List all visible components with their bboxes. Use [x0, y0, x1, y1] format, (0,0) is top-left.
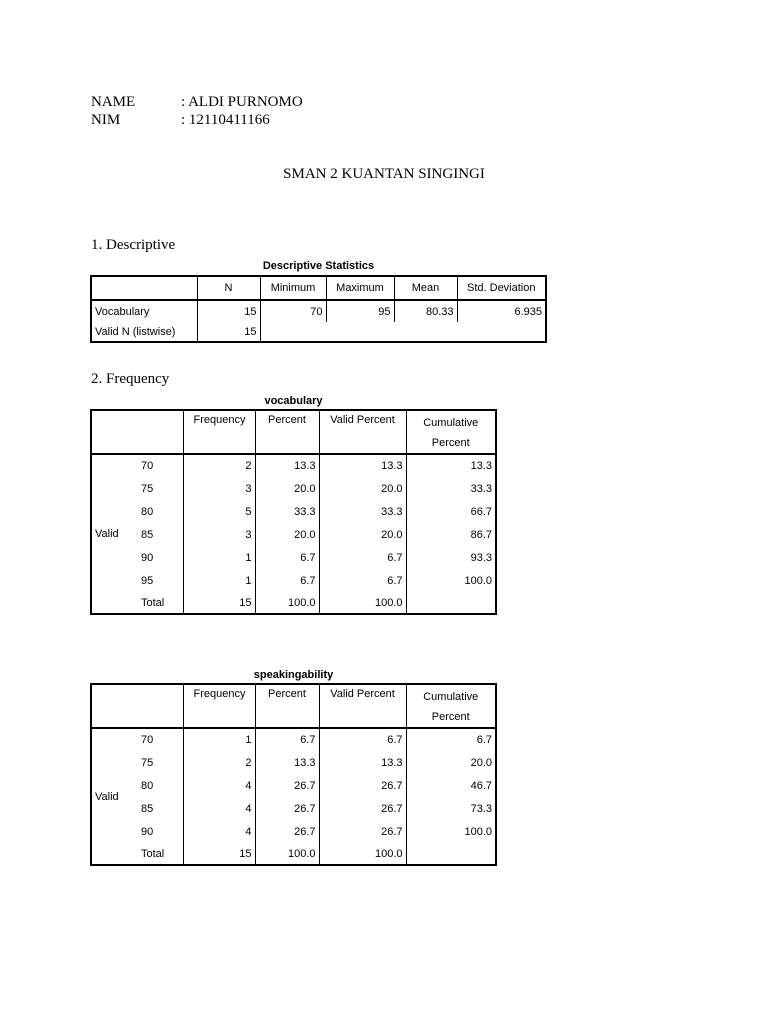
name-label: NAME: [91, 94, 136, 110]
row-label: Vocabulary: [95, 305, 150, 318]
table-cell: 1: [183, 546, 255, 569]
table-header-cell: Valid Percent: [319, 684, 406, 728]
table-cell: 13.3: [406, 454, 496, 477]
table-cell: 100.0: [319, 843, 406, 865]
table-cell: 33.3: [406, 477, 496, 500]
row-label: 80: [141, 779, 154, 792]
table-cell: 20.0: [255, 477, 319, 500]
table-cell: 100.0: [255, 592, 319, 614]
table-cell: 86.7: [406, 523, 496, 546]
table-header-cell: Valid Percent: [319, 410, 406, 454]
table-header-cell: [91, 684, 183, 728]
descriptive-heading: 1. Descriptive: [91, 237, 176, 253]
table-cell: 15: [183, 592, 255, 614]
row-label: Total: [141, 847, 165, 860]
group-label: Valid: [95, 528, 119, 540]
row-label: 75: [141, 756, 154, 769]
table-cell: [406, 592, 496, 614]
table-cell: 33.3: [319, 500, 406, 523]
table-cell: 13.3: [319, 751, 406, 774]
table-header-cell: Cumulative: [406, 684, 496, 706]
table-cell: 3: [183, 523, 255, 546]
table-row: [91, 546, 496, 569]
table-cell: 33.3: [255, 500, 319, 523]
table-cell: 13.3: [255, 454, 319, 477]
table-cell: 100.0: [406, 820, 496, 843]
table-cell: 4: [183, 820, 255, 843]
table-cell: 6.7: [319, 546, 406, 569]
table-cell: 5: [183, 500, 255, 523]
table-cell: 46.7: [406, 774, 496, 797]
table-cell: 6.7: [319, 569, 406, 592]
descriptive-statistics-table: [90, 275, 547, 343]
table-cell: 20.0: [406, 751, 496, 774]
nim-value: : 12110411166: [181, 112, 270, 128]
table-cell: [260, 322, 326, 342]
descriptive-table-title: Descriptive Statistics: [262, 260, 375, 272]
table-cell: 20.0: [319, 523, 406, 546]
table-cell: [406, 843, 496, 865]
table-cell: 100.0: [255, 843, 319, 865]
table-cell: 80.33: [394, 300, 457, 322]
frequency-heading: 2. Frequency: [91, 371, 170, 387]
row-label: Total: [141, 596, 165, 609]
table-cell: 1: [183, 569, 255, 592]
table-cell: 6.7: [406, 728, 496, 751]
group-label: Valid: [95, 790, 119, 803]
table-cell: 6.7: [255, 546, 319, 569]
table-row: [91, 523, 496, 546]
table-cell: 100.0: [406, 569, 496, 592]
table-header-row: [91, 410, 496, 432]
table-cell: 6.7: [255, 728, 319, 751]
table-cell: 20.0: [319, 477, 406, 500]
table-header-cell: Mean: [394, 276, 457, 300]
row-label: 85: [141, 802, 154, 815]
table-header-cell: Cumulative: [406, 410, 496, 432]
table-row: [91, 774, 496, 797]
table-cell: 73.3: [406, 797, 496, 820]
table-cell: 26.7: [319, 820, 406, 843]
table-header-row: [91, 276, 546, 300]
table-cell: 1: [183, 728, 255, 751]
table-row: [91, 477, 496, 500]
table-cell: 20.0: [255, 523, 319, 546]
table-cell: 26.7: [319, 774, 406, 797]
table-header-cell: Percent: [255, 684, 319, 728]
row-label: Valid N (listwise): [95, 325, 176, 338]
row-label: 70: [141, 460, 154, 472]
table-header-cell: Frequency: [183, 410, 255, 454]
table-row: [91, 569, 496, 592]
table-cell: 26.7: [255, 820, 319, 843]
table-row: [91, 797, 496, 820]
table-row-total: [91, 843, 496, 865]
table-row-total: [91, 592, 496, 614]
table-cell: 15: [197, 322, 260, 342]
table-header-cell: Minimum: [260, 276, 326, 300]
table-cell: 4: [183, 774, 255, 797]
row-label: 95: [141, 574, 154, 587]
table-row: [91, 300, 546, 322]
table-cell: 2: [183, 454, 255, 477]
speaking-table-title: speakingability: [253, 669, 334, 681]
table-cell: 4: [183, 797, 255, 820]
table-header-cell: Percent: [255, 410, 319, 454]
table-cell: 2: [183, 751, 255, 774]
vocabulary-table-title: vocabulary: [264, 395, 323, 407]
table-cell: 13.3: [255, 751, 319, 774]
table-cell: 70: [260, 300, 326, 322]
table-cell: 26.7: [319, 797, 406, 820]
table-cell: 93.3: [406, 546, 496, 569]
table-row: [91, 751, 496, 774]
table-cell: 66.7: [406, 500, 496, 523]
table-cell: 3: [183, 477, 255, 500]
table-row: [91, 728, 496, 751]
table-header-cell: Percent: [406, 432, 496, 454]
school-title: SMAN 2 KUANTAN SINGINGI: [283, 166, 485, 182]
table-cell: 26.7: [255, 797, 319, 820]
table-header-cell: Std. Deviation: [457, 276, 546, 300]
table-header-cell: [91, 276, 197, 300]
table-cell: 100.0: [319, 592, 406, 614]
table-cell: 6.7: [255, 569, 319, 592]
name-value: : ALDI PURNOMO: [181, 94, 303, 110]
table-row: [91, 322, 546, 342]
table-row: [91, 500, 496, 523]
table-header-cell: N: [197, 276, 260, 300]
row-label: 85: [141, 528, 154, 541]
table-cell: [326, 322, 394, 342]
table-header-cell: [91, 410, 183, 454]
table-header-cell: Frequency: [183, 684, 255, 728]
row-label: 80: [141, 505, 154, 518]
table-row: [91, 454, 496, 477]
row-label: 70: [141, 734, 154, 746]
table-header-cell: Percent: [406, 706, 496, 728]
table-cell: 13.3: [319, 454, 406, 477]
table-row: [91, 820, 496, 843]
row-label: 90: [141, 551, 154, 564]
table-cell: [457, 322, 546, 342]
table-cell: 95: [326, 300, 394, 322]
speaking-frequency-table: [90, 683, 497, 866]
table-cell: 26.7: [255, 774, 319, 797]
table-cell: [394, 322, 457, 342]
row-label: 75: [141, 482, 154, 495]
vocabulary-frequency-table: [90, 409, 497, 615]
row-label: 90: [141, 825, 154, 838]
table-header-row: [91, 684, 496, 706]
nim-label: NIM: [91, 112, 121, 128]
table-header-cell: Maximum: [326, 276, 394, 300]
table-cell: 6.935: [457, 300, 546, 322]
table-cell: 15: [183, 843, 255, 865]
table-cell: 15: [197, 300, 260, 322]
table-cell: 6.7: [319, 728, 406, 751]
